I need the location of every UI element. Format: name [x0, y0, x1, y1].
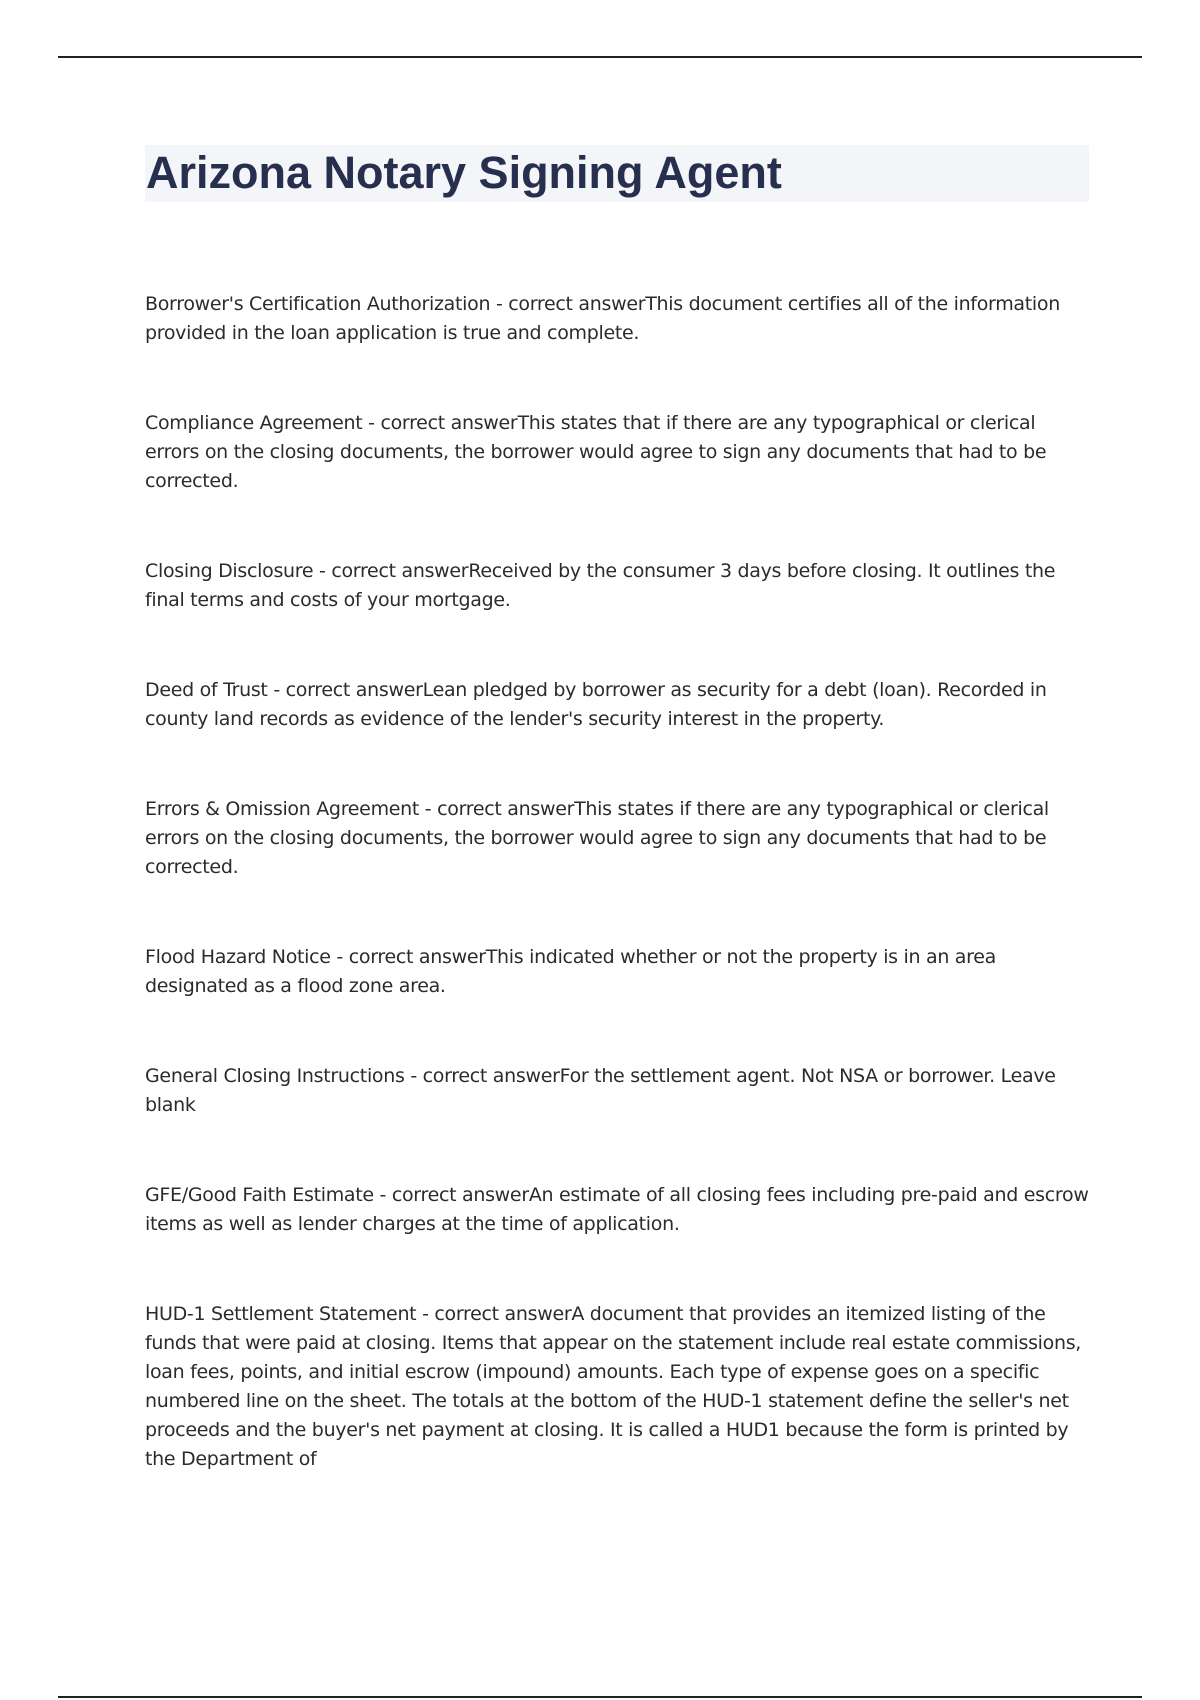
entry [145, 943, 1090, 1001]
entry-separator: - correct answer [267, 679, 423, 701]
entry-term: Closing Disclosure [145, 560, 314, 582]
page-title: Arizona Notary Signing Agent [146, 147, 782, 198]
entry [145, 557, 1090, 615]
entry-term: General Closing Instructions [145, 1065, 405, 1087]
entry-definition: Received by the consumer 3 days before closing. It outlines the final terms and costs of your mortgage. [145, 560, 1056, 611]
entry-list [145, 290, 1090, 1474]
entry-separator: - correct answer [330, 946, 486, 968]
entry [145, 1300, 1090, 1474]
entry-separator: - correct answer [362, 412, 518, 434]
entry-definition: This states that if there are any typographical or clerical errors on the closing documents, the borrower would agree to sign any documents that had to be corrected. [145, 412, 1047, 492]
entry-term: Errors & Omission Agreement [145, 798, 420, 820]
entry-definition: Lean pledged by borrower as security for a debt (loan). Recorded in county land records as evidence of the lender's security interest in the property. [145, 679, 1047, 730]
entry-definition: This indicated whether or not the property is in an area designated as a flood zone area. [145, 946, 996, 997]
entry [145, 290, 1090, 348]
entry [145, 1181, 1090, 1239]
entry-definition: An estimate of all closing fees including pre-paid and escrow items as well as lender charges at the time of application. [145, 1184, 1089, 1235]
entry-separator: - correct answer [490, 293, 646, 315]
entry-term: GFE/Good Faith Estimate [145, 1184, 374, 1206]
entry-term: Borrower's Certification Authorization [145, 293, 491, 315]
entry-term: Deed of Trust [145, 679, 268, 701]
entry-separator: - correct answer [416, 1303, 572, 1325]
entry-term: HUD-1 Settlement Statement [145, 1303, 417, 1325]
entry-definition: A document that provides an itemized listing of the funds that were paid at closing. Items that appear on the statement include real estate commissions, loan fees, points, and initial escrow (impound) amounts. Each type of expense goes on a specific numbered line on the sheet. The totals at the bottom of the HUD-1 statement define the seller's net proceeds and the buyer's net payment at closing. It is called a HUD1 because the form is printed by the Department of [145, 1303, 1082, 1470]
entry-term: Flood Hazard Notice [145, 946, 331, 968]
entry-separator: - correct answer [404, 1065, 560, 1087]
top-rule [58, 56, 1142, 58]
entry-definition: This document certifies all of the information provided in the loan application is true and complete. [145, 293, 1060, 344]
entry [145, 1062, 1090, 1120]
entry-term: Compliance Agreement [145, 412, 363, 434]
entry-separator: - correct answer [313, 560, 469, 582]
entry-separator: - correct answer [419, 798, 575, 820]
entry [145, 795, 1090, 882]
entry [145, 409, 1090, 496]
entry [145, 676, 1090, 734]
bottom-rule [58, 1696, 1142, 1698]
entry-separator: - correct answer [373, 1184, 529, 1206]
entry-definition: For the settlement agent. Not NSA or borrower. Leave blank [145, 1065, 1056, 1116]
entry-definition: This states if there are any typographical or clerical errors on the closing documents, the borrower would agree to sign any documents that had to be corrected. [145, 798, 1049, 878]
